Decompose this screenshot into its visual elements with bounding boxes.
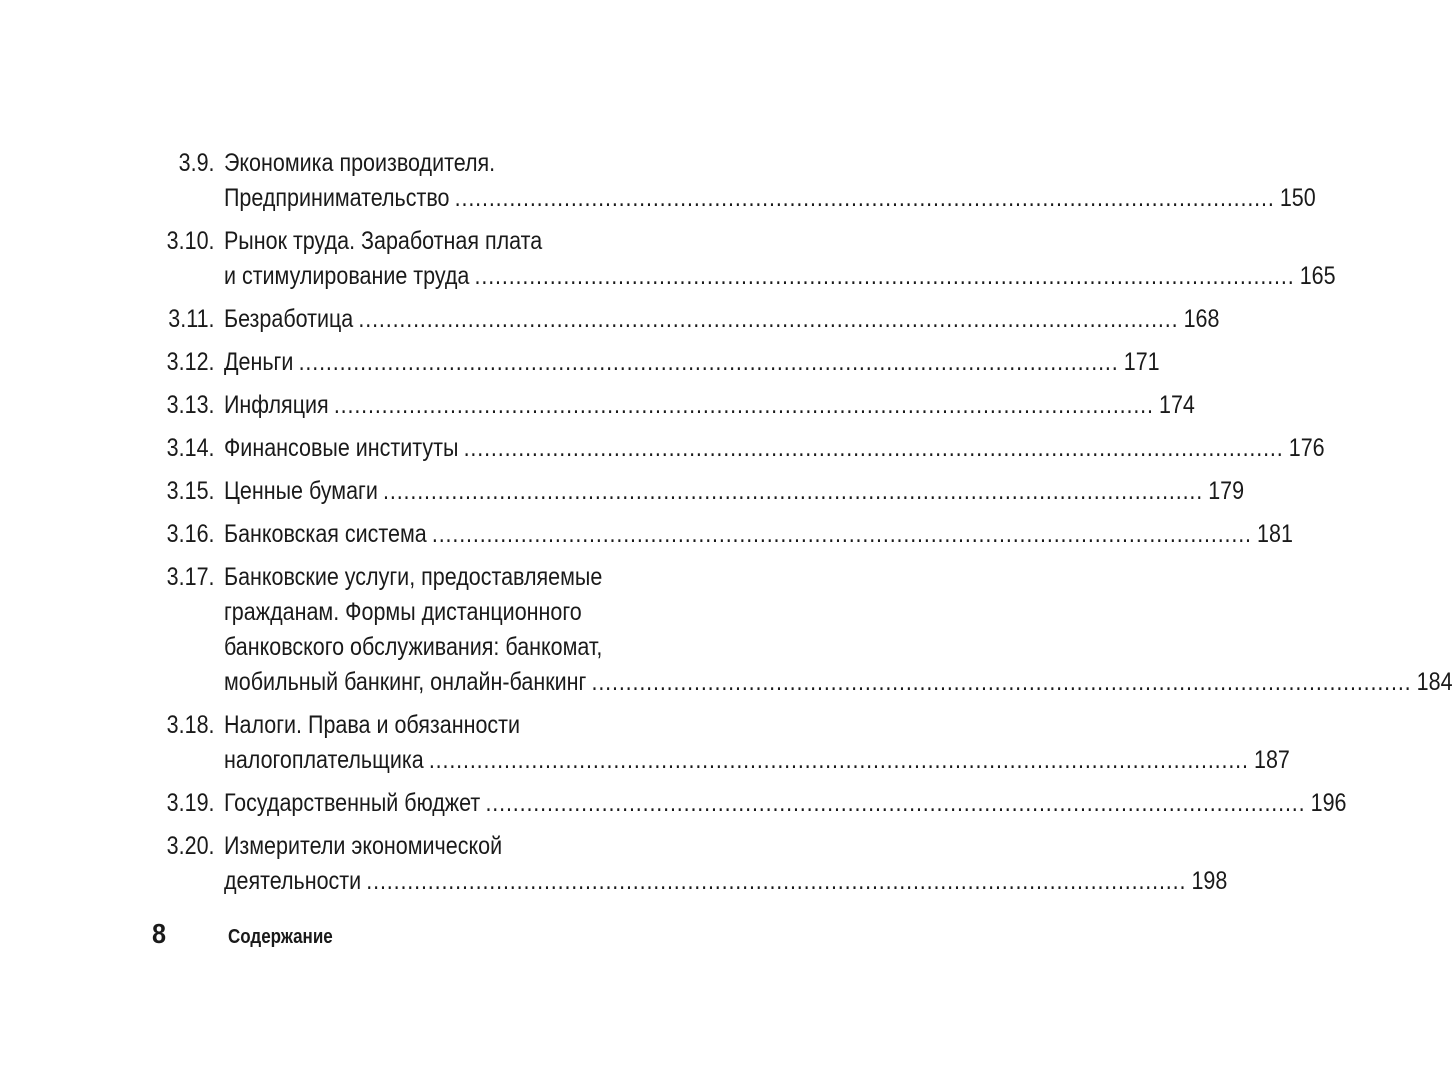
page-ref: 168 — [1183, 305, 1220, 333]
dot-leader — [383, 474, 1203, 509]
title-line: Деньги — [223, 348, 294, 376]
page-ref: 187 — [1253, 746, 1290, 774]
page-ref: 181 — [1257, 520, 1293, 548]
entry-title — [224, 829, 1227, 899]
entry-title — [224, 786, 1347, 821]
section-number: 3.17. — [166, 563, 215, 591]
entry-title — [224, 517, 1293, 552]
section-number: 3.12. — [166, 348, 215, 376]
title-line: Банковские услуги, предоставляемые — [223, 563, 603, 591]
entry-title — [224, 708, 1290, 778]
section-number: 3.16. — [166, 520, 215, 548]
toc-entry[interactable] — [150, 146, 1316, 216]
title-line: деятельности — [223, 867, 362, 895]
dot-leader — [592, 665, 1412, 700]
toc-entry[interactable] — [150, 224, 1336, 294]
page-ref: 150 — [1279, 184, 1316, 212]
title-line: Банковская система — [223, 520, 427, 548]
title-line: Измерители экономической — [223, 832, 503, 860]
toc-entry[interactable] — [150, 345, 1160, 380]
entry-title — [224, 474, 1244, 509]
toc-entry[interactable] — [150, 786, 1347, 821]
entry-title — [224, 224, 1336, 294]
title-line: налогоплательщика — [223, 746, 424, 774]
title-line: гражданам. Формы дистанционного — [223, 598, 582, 626]
entry-title — [224, 560, 1453, 700]
section-number: 3.19. — [166, 789, 215, 817]
page-ref: 171 — [1123, 348, 1160, 376]
section-number: 3.14. — [166, 434, 215, 462]
toc-entry[interactable] — [150, 560, 1453, 700]
toc-entry[interactable] — [150, 388, 1195, 423]
toc-entry[interactable] — [150, 708, 1290, 778]
dot-leader — [464, 431, 1284, 466]
dot-leader — [429, 743, 1249, 778]
title-line: Безработица — [223, 305, 354, 333]
table-of-contents — [150, 146, 1453, 907]
dot-leader — [334, 388, 1154, 423]
dot-leader — [475, 259, 1295, 294]
toc-entry[interactable] — [150, 302, 1220, 337]
entry-title — [224, 302, 1220, 337]
section-number: 3.10. — [166, 227, 215, 255]
title-line: и стимулирование труда — [223, 262, 470, 290]
toc-entry[interactable] — [150, 517, 1293, 552]
page-ref: 196 — [1310, 789, 1347, 817]
page-ref: 176 — [1288, 434, 1325, 462]
page-ref: 179 — [1208, 477, 1245, 505]
toc-entry[interactable] — [150, 474, 1245, 509]
entry-title — [224, 345, 1160, 380]
page-ref: 198 — [1191, 867, 1228, 895]
page-number: 8 — [152, 918, 167, 949]
title-line: Инфляция — [223, 391, 329, 419]
page-footer — [152, 918, 552, 950]
title-line: Предпринимательство — [223, 184, 450, 212]
page-ref: 184 — [1416, 668, 1453, 696]
title-line: Государственный бюджет — [223, 789, 481, 817]
running-title: Содержание — [228, 926, 333, 948]
dot-leader — [432, 517, 1252, 552]
entry-title — [224, 431, 1325, 466]
title-line: Экономика производителя. — [223, 149, 496, 177]
dot-leader — [358, 302, 1178, 337]
page-ref: 165 — [1299, 262, 1336, 290]
dot-leader — [455, 181, 1275, 216]
page-ref: 174 — [1158, 391, 1195, 419]
section-number: 3.13. — [166, 391, 215, 419]
section-number: 3.9. — [178, 149, 215, 177]
section-number: 3.20. — [166, 832, 215, 860]
title-line: банковского обслуживания: банкомат, — [223, 633, 603, 661]
title-line: Рынок труда. Заработная плата — [223, 227, 543, 255]
dot-leader — [485, 786, 1305, 821]
title-line: мобильный банкинг, онлайн-банкинг — [223, 668, 587, 696]
section-number: 3.15. — [166, 477, 215, 505]
section-number: 3.18. — [166, 711, 215, 739]
title-line: Ценные бумаги — [223, 477, 378, 505]
dot-leader — [299, 345, 1119, 380]
title-line: Налоги. Права и обязанности — [223, 711, 521, 739]
entry-title — [224, 146, 1316, 216]
entry-title — [224, 388, 1195, 423]
section-number: 3.11. — [168, 305, 215, 333]
title-line: Финансовые институты — [223, 434, 459, 462]
dot-leader — [366, 864, 1186, 899]
toc-entry[interactable] — [150, 829, 1228, 899]
toc-entry[interactable] — [150, 431, 1325, 466]
